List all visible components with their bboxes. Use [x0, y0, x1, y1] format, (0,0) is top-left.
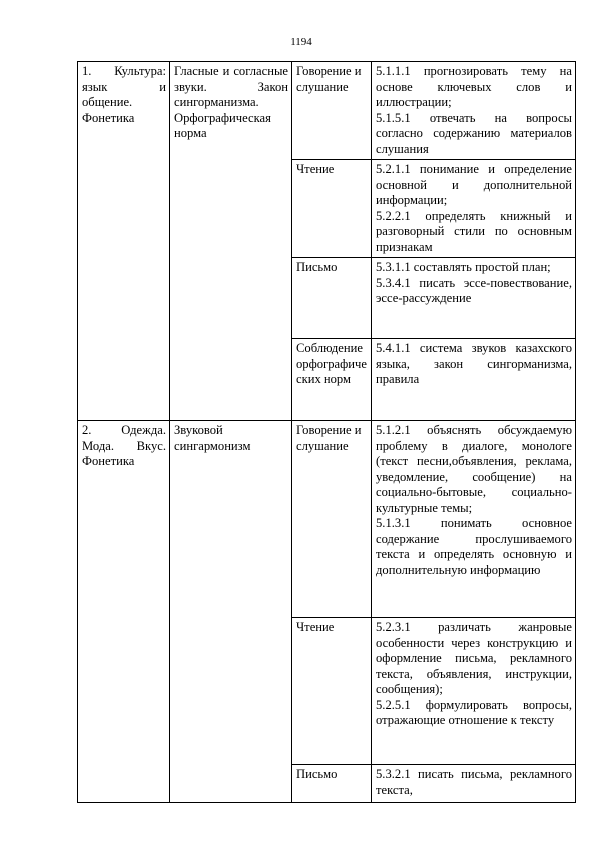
objective-text: 5.2.3.1 различать жанровые особенности через конструкцию и оформление письма, рекламного текста, объявления, инструкции, сообщения); [376, 620, 572, 696]
objective-text: 5.3.1.1 составлять простой план; [376, 260, 551, 274]
objective-text: 5.1.3.1 понимать основное содержание прослушиваемого текста и определять основную и дополнительную информацию [376, 516, 572, 577]
objective-text: 5.2.5.1 формулировать вопросы, отражающие отношение к тексту [376, 697, 572, 727]
objectives-cell [372, 765, 576, 803]
subtopic-cell: Звуковой сингармонизм [170, 421, 292, 803]
topic-cell: 2. Одежда. Мода. Вкус. Фонетика [78, 421, 170, 803]
objectives-cell [372, 339, 576, 421]
skill-cell: Говорение и слушание [292, 421, 372, 618]
page-number: 1194 [290, 36, 312, 48]
objectives-cell [372, 62, 576, 160]
objectives-cell [372, 421, 576, 618]
skill-cell: Письмо [292, 765, 372, 803]
table-row [78, 421, 576, 618]
objective-text: 5.2.2.1 определять книжный и разговорный стили по основным признакам [376, 208, 572, 254]
objective-text: 5.3.4.1 писать эссе-повествование, эссе-рассуждение [376, 275, 572, 305]
skill-cell: Говорение и слушание [292, 62, 372, 160]
skill-cell: Чтение [292, 618, 372, 765]
objective-text: 5.1.1.1 прогнозировать тему на основе ключевых слов и иллюстрации; [376, 64, 572, 109]
skill-cell: Чтение [292, 160, 372, 258]
objective-text: 5.4.1.1 система звуков казахского языка, закон сингорманизма, правила [376, 341, 572, 386]
topic-cell: 1. Культура: язык и общение. Фонетика [78, 62, 170, 421]
objective-text: 5.2.1.1 понимание и определение основной и дополнительной информации; [376, 162, 572, 207]
skill-cell: Соблюдение орфографических норм [292, 339, 372, 421]
objective-text: 5.3.2.1 писать письма, рекламного текста, [376, 767, 572, 797]
objectives-cell [372, 160, 576, 258]
objectives-cell [372, 618, 576, 765]
objectives-cell [372, 258, 576, 339]
skill-cell: Письмо [292, 258, 372, 339]
objective-text: 5.1.2.1 объяснять обсуждаемую проблему в диалоге, монологе (текст песни,объявления, реклама, уведомление, сообщение) на социально-бытовые, социально-культурные темы; [376, 423, 572, 515]
curriculum-table [77, 61, 576, 803]
subtopic-cell: Гласные и согласные звуки. Закон сингорманизма. Орфографическая норма [170, 62, 292, 421]
table-row [78, 62, 576, 160]
objective-text: 5.1.5.1 отвечать на вопросы согласно содержанию материалов слушания [376, 110, 572, 156]
